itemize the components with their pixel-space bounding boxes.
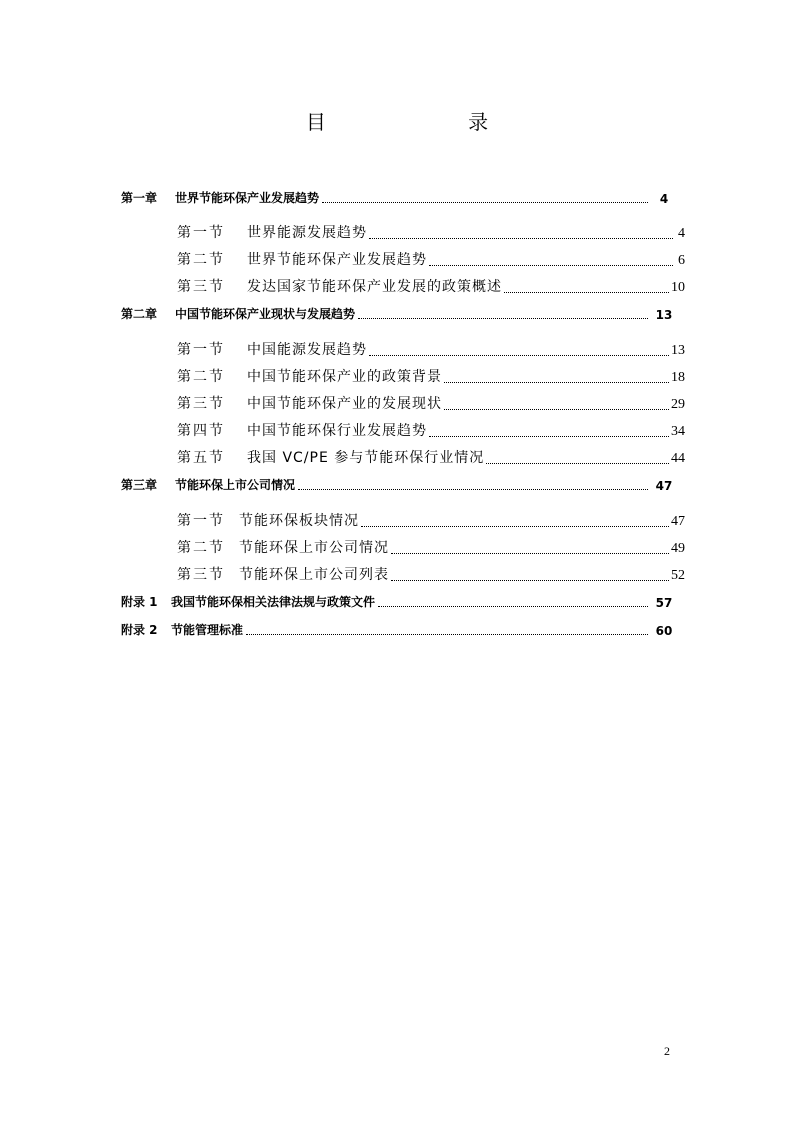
entry-number: 第三节 xyxy=(177,396,225,412)
entry-number: 第一节 xyxy=(177,513,225,529)
leader-dots xyxy=(358,313,648,319)
leader-dots xyxy=(429,259,673,266)
leader-dots xyxy=(361,520,669,527)
entry-page: 13 xyxy=(671,343,685,358)
entry-page: 44 xyxy=(671,451,685,466)
entry-title: 发达国家节能环保产业发展的政策概述 xyxy=(247,279,502,295)
entry-title: 我国 VC/PE 参与节能环保行业情况 xyxy=(247,450,485,466)
entry-page: 13 xyxy=(655,308,673,322)
toc-entry[interactable] xyxy=(177,366,685,386)
toc-entry[interactable] xyxy=(177,564,685,584)
entry-number: 第三章 xyxy=(121,478,158,492)
leader-dots xyxy=(391,547,669,554)
page-number: 2 xyxy=(664,1044,670,1058)
entry-number: 附录 2 xyxy=(121,623,158,637)
entry-page: 34 xyxy=(671,424,685,439)
entry-number: 第一节 xyxy=(177,342,225,358)
entry-title: 中国节能环保行业发展趋势 xyxy=(247,423,427,439)
entry-page: 57 xyxy=(655,596,673,610)
entry-page: 10 xyxy=(671,280,685,295)
toc-entry[interactable] xyxy=(177,510,685,530)
entry-number: 附录 1 xyxy=(121,595,158,609)
toc-entry[interactable] xyxy=(121,477,674,493)
entry-page: 4 xyxy=(678,226,685,241)
entry-page: 47 xyxy=(655,479,673,493)
leader-dots xyxy=(246,629,648,635)
entry-title: 我国节能环保相关法律法规与政策文件 xyxy=(171,595,376,609)
entry-number: 第二节 xyxy=(177,540,225,556)
entry-title: 节能环保上市公司情况 xyxy=(175,478,296,492)
entry-page: 49 xyxy=(671,541,685,556)
entry-number: 第四节 xyxy=(177,423,225,439)
page-title: 目 录 xyxy=(305,110,557,134)
entry-page: 29 xyxy=(671,397,685,412)
entry-title: 世界能源发展趋势 xyxy=(247,225,367,241)
entry-number: 第二节 xyxy=(177,369,225,385)
leader-dots xyxy=(298,484,648,490)
toc-entry[interactable] xyxy=(121,594,674,610)
entry-title: 中国节能环保产业的政策背景 xyxy=(247,369,442,385)
toc-entry[interactable] xyxy=(121,306,674,322)
entry-title: 节能环保上市公司情况 xyxy=(239,540,389,556)
entry-number: 第一章 xyxy=(121,191,158,205)
entry-number: 第五节 xyxy=(177,450,225,466)
toc-entry[interactable] xyxy=(121,190,674,206)
toc-entry[interactable] xyxy=(177,339,685,359)
entry-page: 60 xyxy=(655,624,673,638)
toc-entry[interactable] xyxy=(177,420,685,440)
toc-entry[interactable] xyxy=(177,537,685,557)
leader-dots xyxy=(444,403,669,410)
leader-dots xyxy=(429,430,669,437)
entry-title: 中国节能环保产业的发展现状 xyxy=(247,396,442,412)
toc-entry[interactable] xyxy=(177,393,685,413)
entry-page: 52 xyxy=(671,568,685,583)
leader-dots xyxy=(504,286,669,293)
leader-dots xyxy=(486,457,669,464)
entry-title: 节能管理标准 xyxy=(171,623,244,637)
toc-entry[interactable] xyxy=(121,622,674,638)
entry-number: 第三节 xyxy=(177,279,225,295)
entry-number: 第二节 xyxy=(177,252,225,268)
leader-dots xyxy=(444,376,669,383)
toc-entry[interactable] xyxy=(177,447,685,467)
entry-title: 中国能源发展趋势 xyxy=(247,342,367,358)
toc-entry[interactable] xyxy=(177,276,685,296)
entry-title: 中国节能环保产业现状与发展趋势 xyxy=(175,307,356,321)
entry-title: 世界节能环保产业发展趋势 xyxy=(247,252,427,268)
entry-title: 节能环保板块情况 xyxy=(239,513,359,529)
entry-number: 第三节 xyxy=(177,567,225,583)
leader-dots xyxy=(369,349,669,356)
leader-dots xyxy=(378,601,648,607)
leader-dots xyxy=(391,574,669,581)
toc-entry[interactable] xyxy=(177,249,685,269)
leader-dots xyxy=(369,232,673,239)
entry-page: 47 xyxy=(671,514,685,529)
leader-dots xyxy=(322,197,648,203)
entry-number: 第二章 xyxy=(121,307,158,321)
toc-entry[interactable] xyxy=(177,222,685,242)
entry-number: 第一节 xyxy=(177,225,225,241)
entry-page: 6 xyxy=(678,253,685,268)
entry-page: 4 xyxy=(659,192,669,206)
entry-title: 节能环保上市公司列表 xyxy=(239,567,389,583)
entry-title: 世界节能环保产业发展趋势 xyxy=(175,191,320,205)
entry-page: 18 xyxy=(671,370,685,385)
